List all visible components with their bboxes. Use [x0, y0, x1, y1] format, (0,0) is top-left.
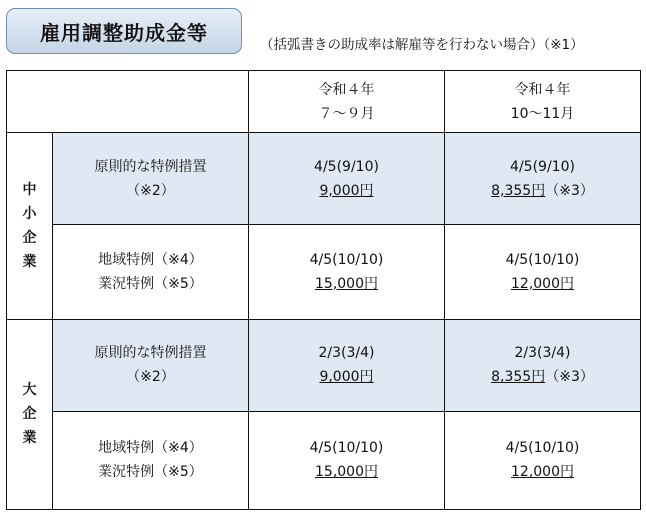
rate-text: 2/3(3/4) [318, 345, 375, 362]
sme-label [7, 133, 53, 319]
amount-text: 12,000円 [511, 464, 574, 481]
measure-type-line: 地域特例（※4） [98, 251, 203, 268]
rate-text: 4/5(9/10) [510, 158, 575, 175]
measure-type-cell [53, 225, 249, 319]
measure-type-line: 原則的な特例措置 [94, 158, 207, 175]
large-enterprise-label-char: 業 [22, 430, 37, 447]
rate-note: （括弧書きの助成率は解雇等を行わない場合）（※1） [260, 37, 584, 53]
rate-text: 2/3(3/4) [514, 345, 571, 362]
column-header-line: ７～９月 [318, 105, 375, 122]
amount-text: 8,355円 [491, 369, 546, 386]
large-enterprise-label-char: 企 [22, 406, 37, 423]
amount-text: 9,000円 [319, 369, 374, 386]
amount-text: 15,000円 [315, 275, 378, 292]
measure-type-line: 原則的な特例措置 [94, 345, 207, 362]
sme-label-char: 企 [22, 229, 37, 246]
rate-cell [445, 225, 641, 319]
rate-cell [445, 411, 641, 509]
rate-text: 4/5(10/10) [309, 440, 384, 457]
measure-type-cell [53, 319, 249, 411]
column-header-line: 10～11月 [510, 105, 575, 122]
rate-cell [445, 133, 641, 225]
table-row [7, 319, 641, 411]
measure-type-line: 業況特例（※5） [98, 464, 203, 481]
measure-type-line: 地域特例（※4） [98, 440, 203, 457]
amount-text: 15,000円 [315, 464, 378, 481]
measure-type-line: 業況特例（※5） [98, 275, 203, 292]
amount-text: 12,000円 [511, 275, 574, 292]
measure-type-line: （※2） [126, 182, 175, 199]
rate-cell [249, 319, 445, 411]
measure-type-cell [53, 133, 249, 225]
rate-text: 4/5(10/10) [505, 440, 580, 457]
rate-cell [249, 411, 445, 509]
subsidy-table [6, 70, 641, 510]
table-row [7, 411, 641, 509]
header-row [7, 71, 641, 133]
rate-text: 4/5(10/10) [505, 251, 580, 268]
rate-text: 4/5(9/10) [314, 158, 379, 175]
rate-cell [445, 319, 641, 411]
amount-note: （※3） [545, 182, 594, 199]
sme-label-char: 業 [22, 253, 37, 270]
measure-type-line: （※2） [126, 369, 175, 386]
column-header-jul-sep [249, 71, 445, 133]
page-title: 雇用調整助成金等 [6, 8, 242, 54]
table-row [7, 133, 641, 225]
rate-cell [249, 225, 445, 319]
table-row [7, 225, 641, 319]
header-blank-cell [7, 71, 249, 133]
column-header-line: 令和４年 [318, 81, 375, 98]
amount-text: 9,000円 [319, 182, 374, 199]
amount-note: （※3） [545, 369, 594, 386]
column-header-line: 令和４年 [514, 81, 571, 98]
large-enterprise-label [7, 319, 53, 509]
rate-cell [249, 133, 445, 225]
measure-type-cell [53, 411, 249, 509]
rate-text: 4/5(10/10) [309, 251, 384, 268]
sme-label-char: 小 [22, 205, 37, 222]
large-enterprise-label-char: 大 [22, 382, 37, 399]
sme-label-char: 中 [22, 181, 37, 198]
column-header-oct-nov [445, 71, 641, 133]
amount-text: 8,355円 [491, 182, 546, 199]
